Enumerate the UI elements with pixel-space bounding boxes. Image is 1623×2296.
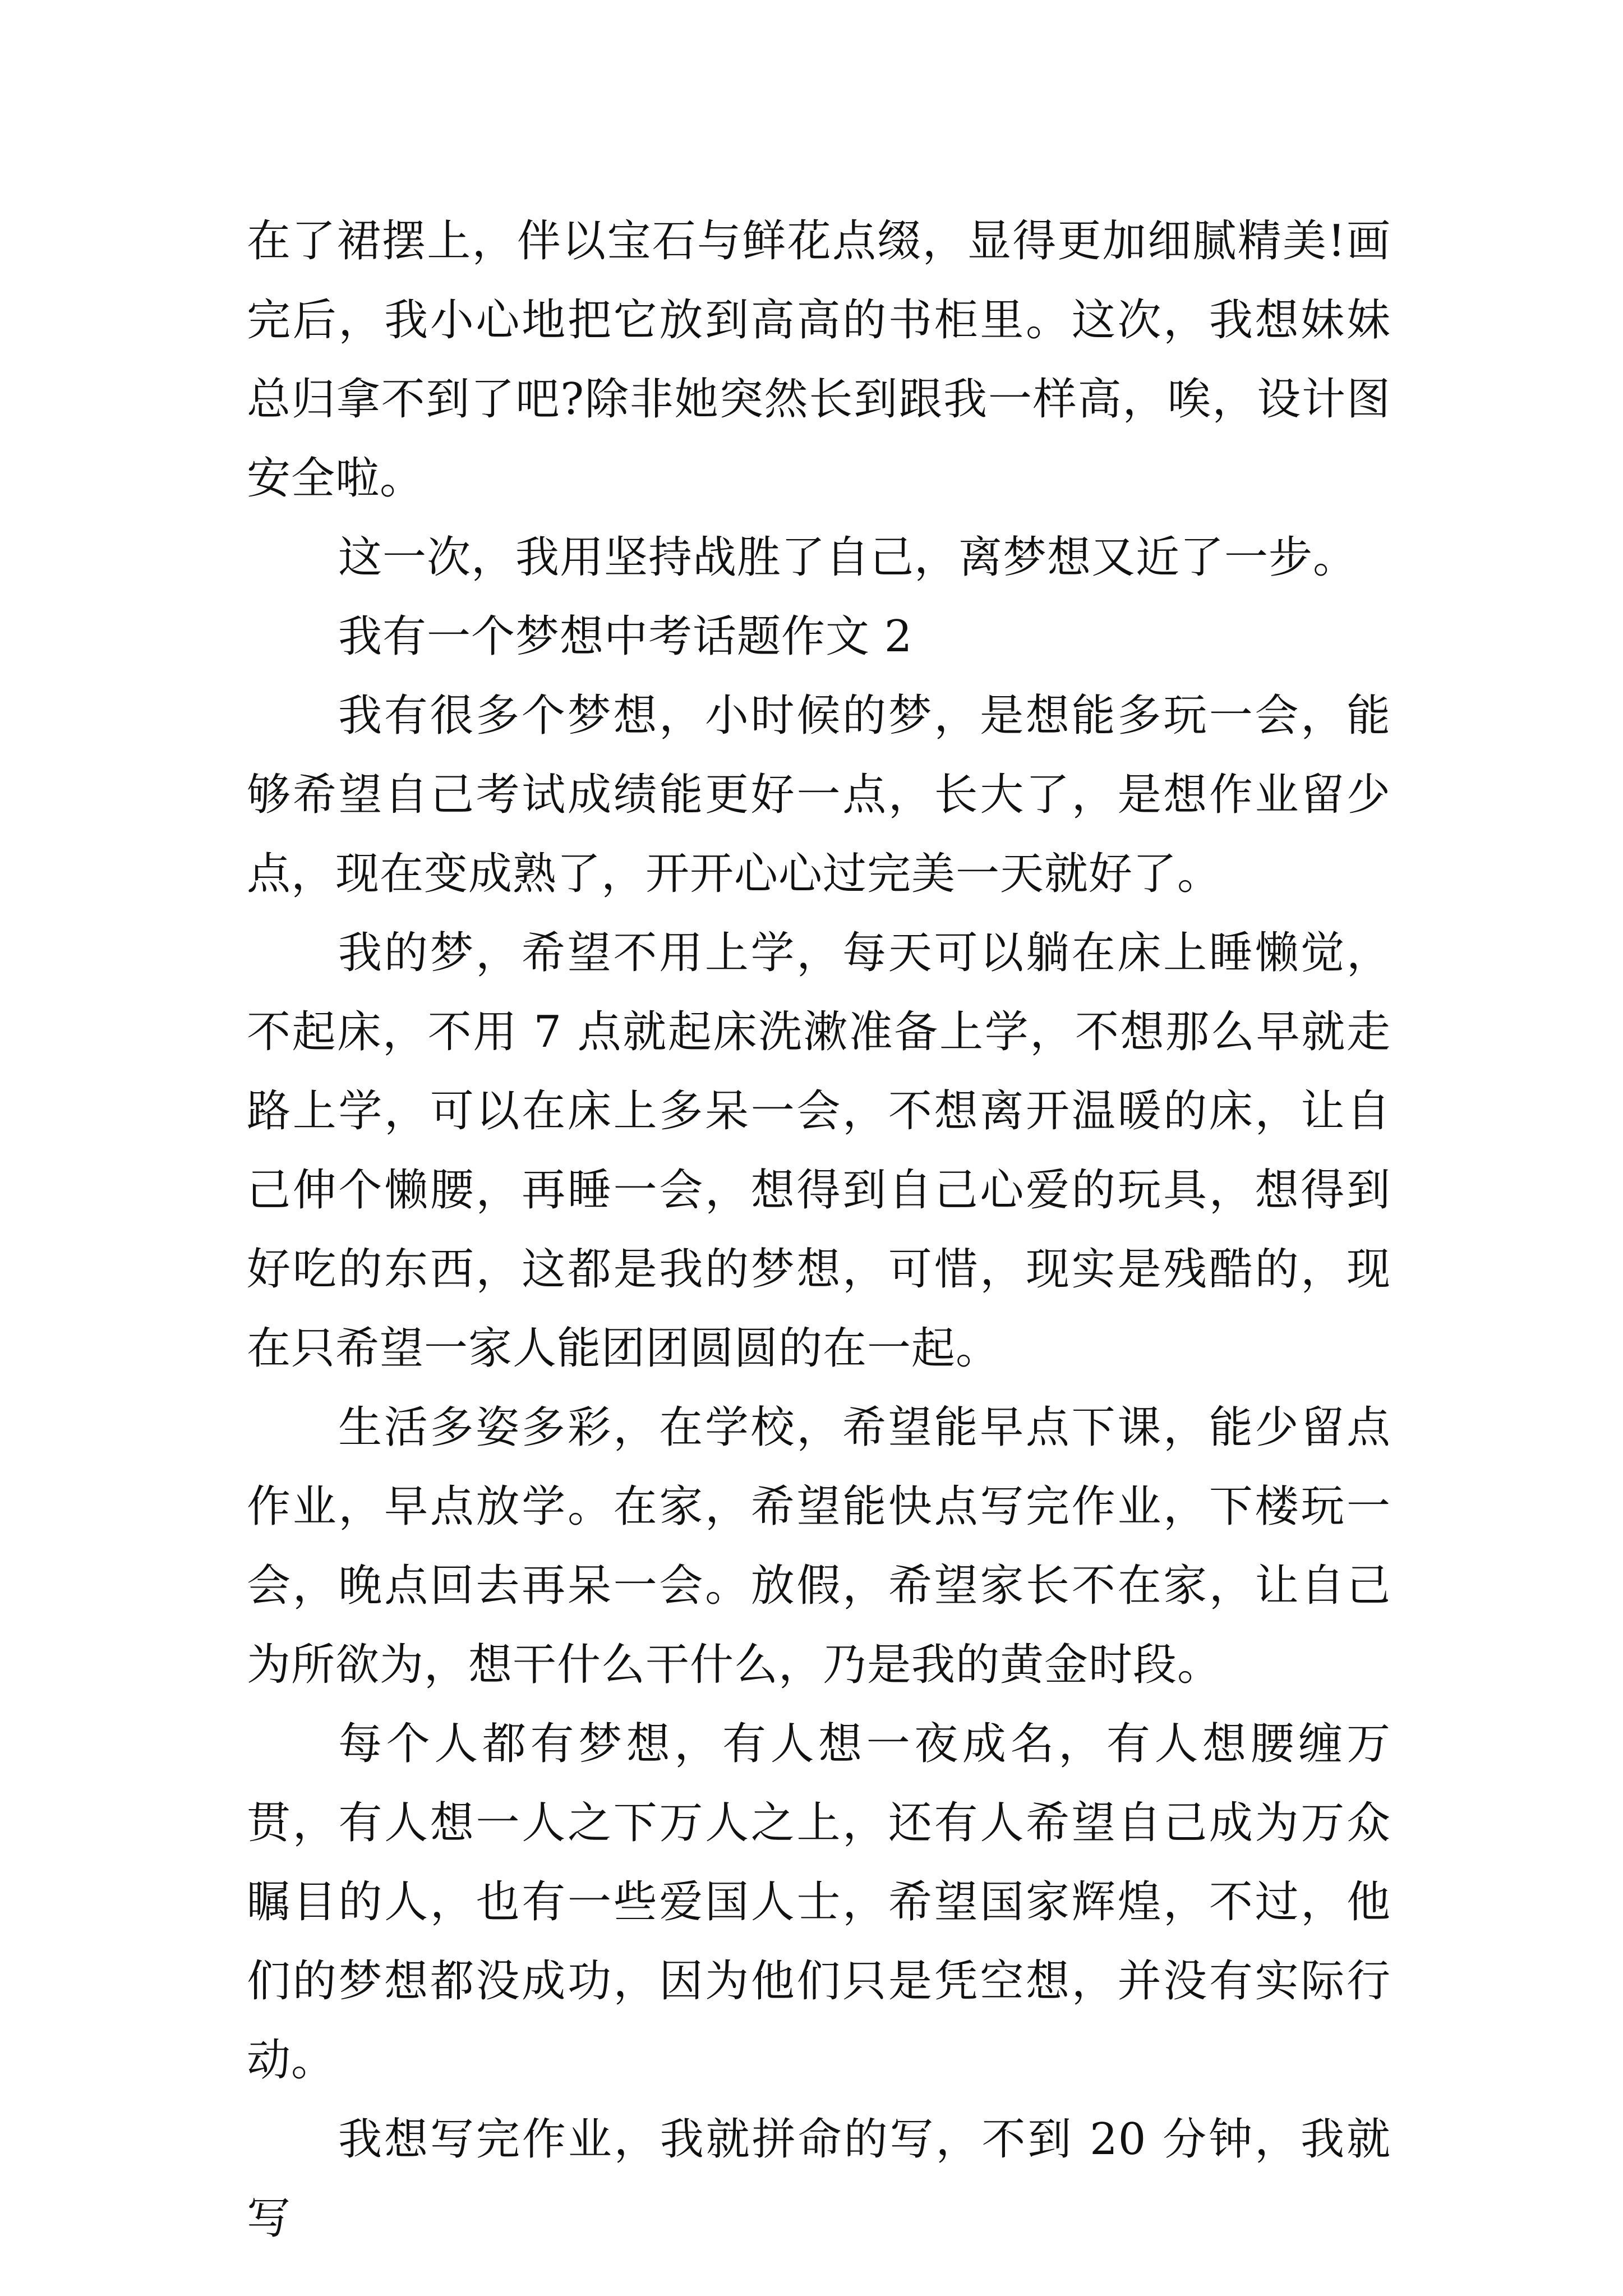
body-paragraph: 我有很多个梦想，小时候的梦，是想能多玩一会，能够希望自己考试成绩能更好一点，长大了，是想作业留少点，现在变成熟了，开开心心过完美一天就好了。 [247, 691, 1391, 899]
body-paragraph: 我的梦，希望不用上学，每天可以躺在床上睡懒觉，不起床，不用 7 点就起床洗漱准备上学，不想那么早就走路上学，可以在床上多呆一会，不想离开温暖的床，让自己伸个懒腰，再睡一会，想得到自己心爱的玩具，想得到好吃的东西，这都是我的梦想，可惜，现实是残酷的，现在只希望一家人能团团圆圆的在一起。 [247, 928, 1391, 1374]
body-paragraph: 每个人都有梦想，有人想一夜成名，有人想腰缠万贯，有人想一人之下万人之上，还有人希望自己成为万众瞩目的人，也有一些爱国人士，希望国家辉煌，不过，他们的梦想都没成功，因为他们只是凭空想，并没有实际行动。 [247, 1719, 1391, 2086]
section-title: 我有一个梦想中考话题作文 2 [338, 611, 913, 662]
opening-paragraph: 在了裙摆上，伴以宝石与鲜花点缀，显得更加细腻精美!画完后，我小心地把它放到高高的书柜里。这次，我想妹妹总归拿不到了吧?除非她突然长到跟我一样高，唉，设计图安全啦。 [247, 216, 1391, 504]
body-paragraph: 生活多姿多彩，在学校，希望能早点下课，能少留点作业，早点放学。在家，希望能快点写完作业，下楼玩一会，晚点回去再呆一会。放假，希望家长不在家，让自己为所欲为，想干什么干什么，乃是我的黄金时段。 [247, 1402, 1391, 1690]
document-body [247, 202, 1391, 2258]
closing-line: 这一次，我用坚持战胜了自己，离梦想又近了一步。 [338, 532, 1358, 583]
body-paragraph: 我想写完作业，我就拼命的写，不到 20 分钟，我就写 [247, 2114, 1391, 2244]
